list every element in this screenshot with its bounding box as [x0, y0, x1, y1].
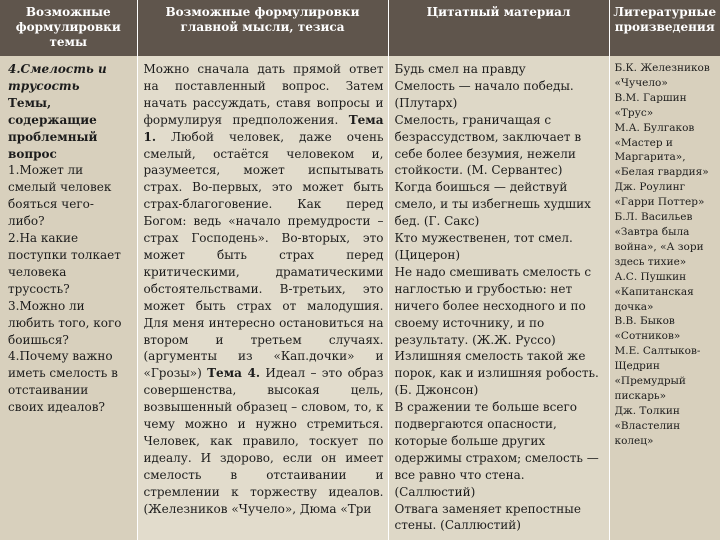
work-line: В.В. Быков	[614, 315, 675, 328]
question-line: либо?	[8, 214, 45, 229]
thesis2-text: Идеал – это образ совершенства, высокая цель, возвышенный образец – словом, то, к чему можно и нужно стремиться. Человек, как правило, тоскует по идеалу. И здорово, если он имеет смелость в отстаивании и стремлении к торжеству идеалов. (Железников «Чучело», Дюма «Три	[143, 366, 384, 516]
header-works: Литературные произведения	[609, 0, 720, 56]
quote-line: подвергаются опасности,	[394, 417, 557, 432]
work-line: здесь тихие»	[614, 255, 687, 268]
topic-cell	[0, 56, 137, 540]
question-line: боишься?	[8, 332, 69, 347]
question-line: 3.Можно ли	[8, 298, 85, 313]
work-line: Щедрин	[614, 360, 660, 373]
question-line: бояться чего-	[8, 197, 94, 212]
work-line: дочка»	[614, 300, 654, 313]
work-line: Маргарита»,	[614, 151, 686, 164]
question-line: 1.Может ли	[8, 163, 84, 178]
thesis-cell	[137, 56, 388, 540]
quote-line: (Плутарх)	[394, 95, 458, 110]
question-line: трусость?	[8, 281, 70, 296]
work-line: Дж. Роулинг	[614, 181, 686, 194]
topic-subtitle-line: Темы,	[8, 95, 52, 110]
topic-subtitle-line: содержащие	[8, 112, 97, 127]
quote-line: Излишняя смелость такой же	[394, 349, 586, 364]
work-line: «Мастер и	[614, 136, 673, 149]
table-body	[0, 56, 720, 540]
table-header	[0, 0, 720, 56]
quote-line: себе более безумия, нежели	[394, 146, 576, 161]
quote-line: стены. (Саллюстий)	[394, 518, 521, 533]
question-line: своих идеалов?	[8, 400, 105, 415]
quote-line: порок, как и излишняя робость.	[394, 366, 599, 381]
work-line: «Гарри Поттер»	[614, 196, 705, 209]
work-line: В.М. Гаршин	[614, 91, 687, 104]
quote-line: наглостью и грубостью: нет	[394, 281, 573, 296]
work-line: «Сотников»	[614, 330, 681, 343]
quote-line: (Б. Джонсон)	[394, 383, 479, 398]
work-line: Б.Л. Васильев	[614, 211, 693, 224]
works-cell	[609, 56, 720, 540]
quotes-cell	[388, 56, 609, 540]
work-line: «Капитанская	[614, 285, 694, 298]
quote-line: ничего более несходного и по	[394, 298, 586, 313]
quote-line: (Цицерон)	[394, 247, 461, 262]
topic-title-line: трусость	[8, 78, 80, 93]
header-row	[0, 0, 720, 56]
work-line: Дж. Толкин	[614, 404, 680, 417]
question-line: поступки толкает	[8, 247, 121, 262]
work-line: «Завтра была	[614, 225, 690, 238]
question-line: 2.На какие	[8, 231, 79, 246]
work-line: Б.К. Железников	[614, 62, 710, 74]
quote-line: В сражении те больше всего	[394, 400, 577, 415]
quote-line: которые больше других	[394, 433, 546, 448]
work-line: колец»	[614, 434, 654, 447]
work-line: война», «А зори	[614, 240, 704, 253]
quote-line: Когда боишься — действуй	[394, 180, 568, 195]
question-line: человека	[8, 264, 67, 279]
quote-line: смело, и ты избегнешь худших	[394, 197, 591, 212]
quote-line: своему источнику, и по	[394, 315, 545, 330]
quote-line: бед. (Г. Сакс)	[394, 214, 480, 229]
header-topic: Возможные формулировки темы	[0, 0, 137, 56]
work-line: «Белая гвардия»	[614, 166, 709, 179]
topic-subtitle-line: проблемный	[8, 129, 98, 144]
question-line: любить того, кого	[8, 315, 122, 330]
quote-line: результату. (Ж.Ж. Руссо)	[394, 332, 556, 347]
quote-line: Смелость — начало победы.	[394, 78, 574, 93]
quote-line: Не надо смешивать смелость с	[394, 264, 592, 279]
question-line: иметь смелость в	[8, 366, 118, 381]
topic-title-line: 4.Смелость и	[8, 62, 107, 76]
work-line: М.А. Булгаков	[614, 121, 695, 134]
thesis2-label: Тема 4.	[207, 366, 261, 381]
quote-line: Отвага заменяет крепостные	[394, 501, 581, 516]
quote-line: стойкости. (М. Сервантес)	[394, 163, 563, 178]
work-line: «Трус»	[614, 106, 654, 119]
work-line: А.С. Пушкин	[614, 270, 687, 283]
header-thesis: Возможные формулировки главной мысли, тезиса	[137, 0, 388, 56]
quote-line: (Саллюстий)	[394, 484, 476, 499]
quote-line: Будь смел на правду	[394, 62, 526, 76]
quote-line: одержимы страхом; смелость —	[394, 450, 599, 465]
work-line: «Властелин	[614, 419, 681, 432]
question-line: 4.Почему важно	[8, 349, 113, 364]
work-line: «Премудрый	[614, 375, 686, 388]
topic-subtitle-line: вопрос	[8, 146, 57, 161]
thesis1-label: Тема 1.	[143, 112, 384, 144]
quote-line: Кто мужественен, тот смел.	[394, 231, 573, 246]
thesis1-text: Любой человек, даже очень смелый, остаётся человеком и, разумеется, может испытывать страх. Во-первых, это может быть страх-благоговение. Как перед Богом: ведь «начало премудрости – страх Господень». Во-вторых, это может быть страх перед критическими, драматическими обстоятельствами. В-третьих, это может быть страх от малодушия. Для меня интересно остановиться на втором и третьем случаях. (аргументы из «Кап.дочки» и «Грозы»)	[143, 129, 384, 381]
quote-line: все равно что стена.	[394, 467, 525, 482]
question-line: смелый человек	[8, 180, 112, 195]
work-line: пискарь»	[614, 389, 667, 402]
header-quotes: Цитатный материал	[388, 0, 609, 56]
question-line: отстаивании	[8, 383, 89, 398]
work-line: «Чучело»	[614, 76, 668, 89]
quote-line: Смелость, граничащая с	[394, 112, 552, 127]
work-line: М.Е. Салтыков-	[614, 345, 701, 358]
table-row	[0, 56, 720, 540]
thesis-intro: Можно сначала дать прямой ответ на поставленный вопрос. Затем начать рассуждать, ставя вопросы и формулируя предположения.	[143, 62, 384, 127]
quote-line: безрассудством, заключает в	[394, 129, 582, 144]
